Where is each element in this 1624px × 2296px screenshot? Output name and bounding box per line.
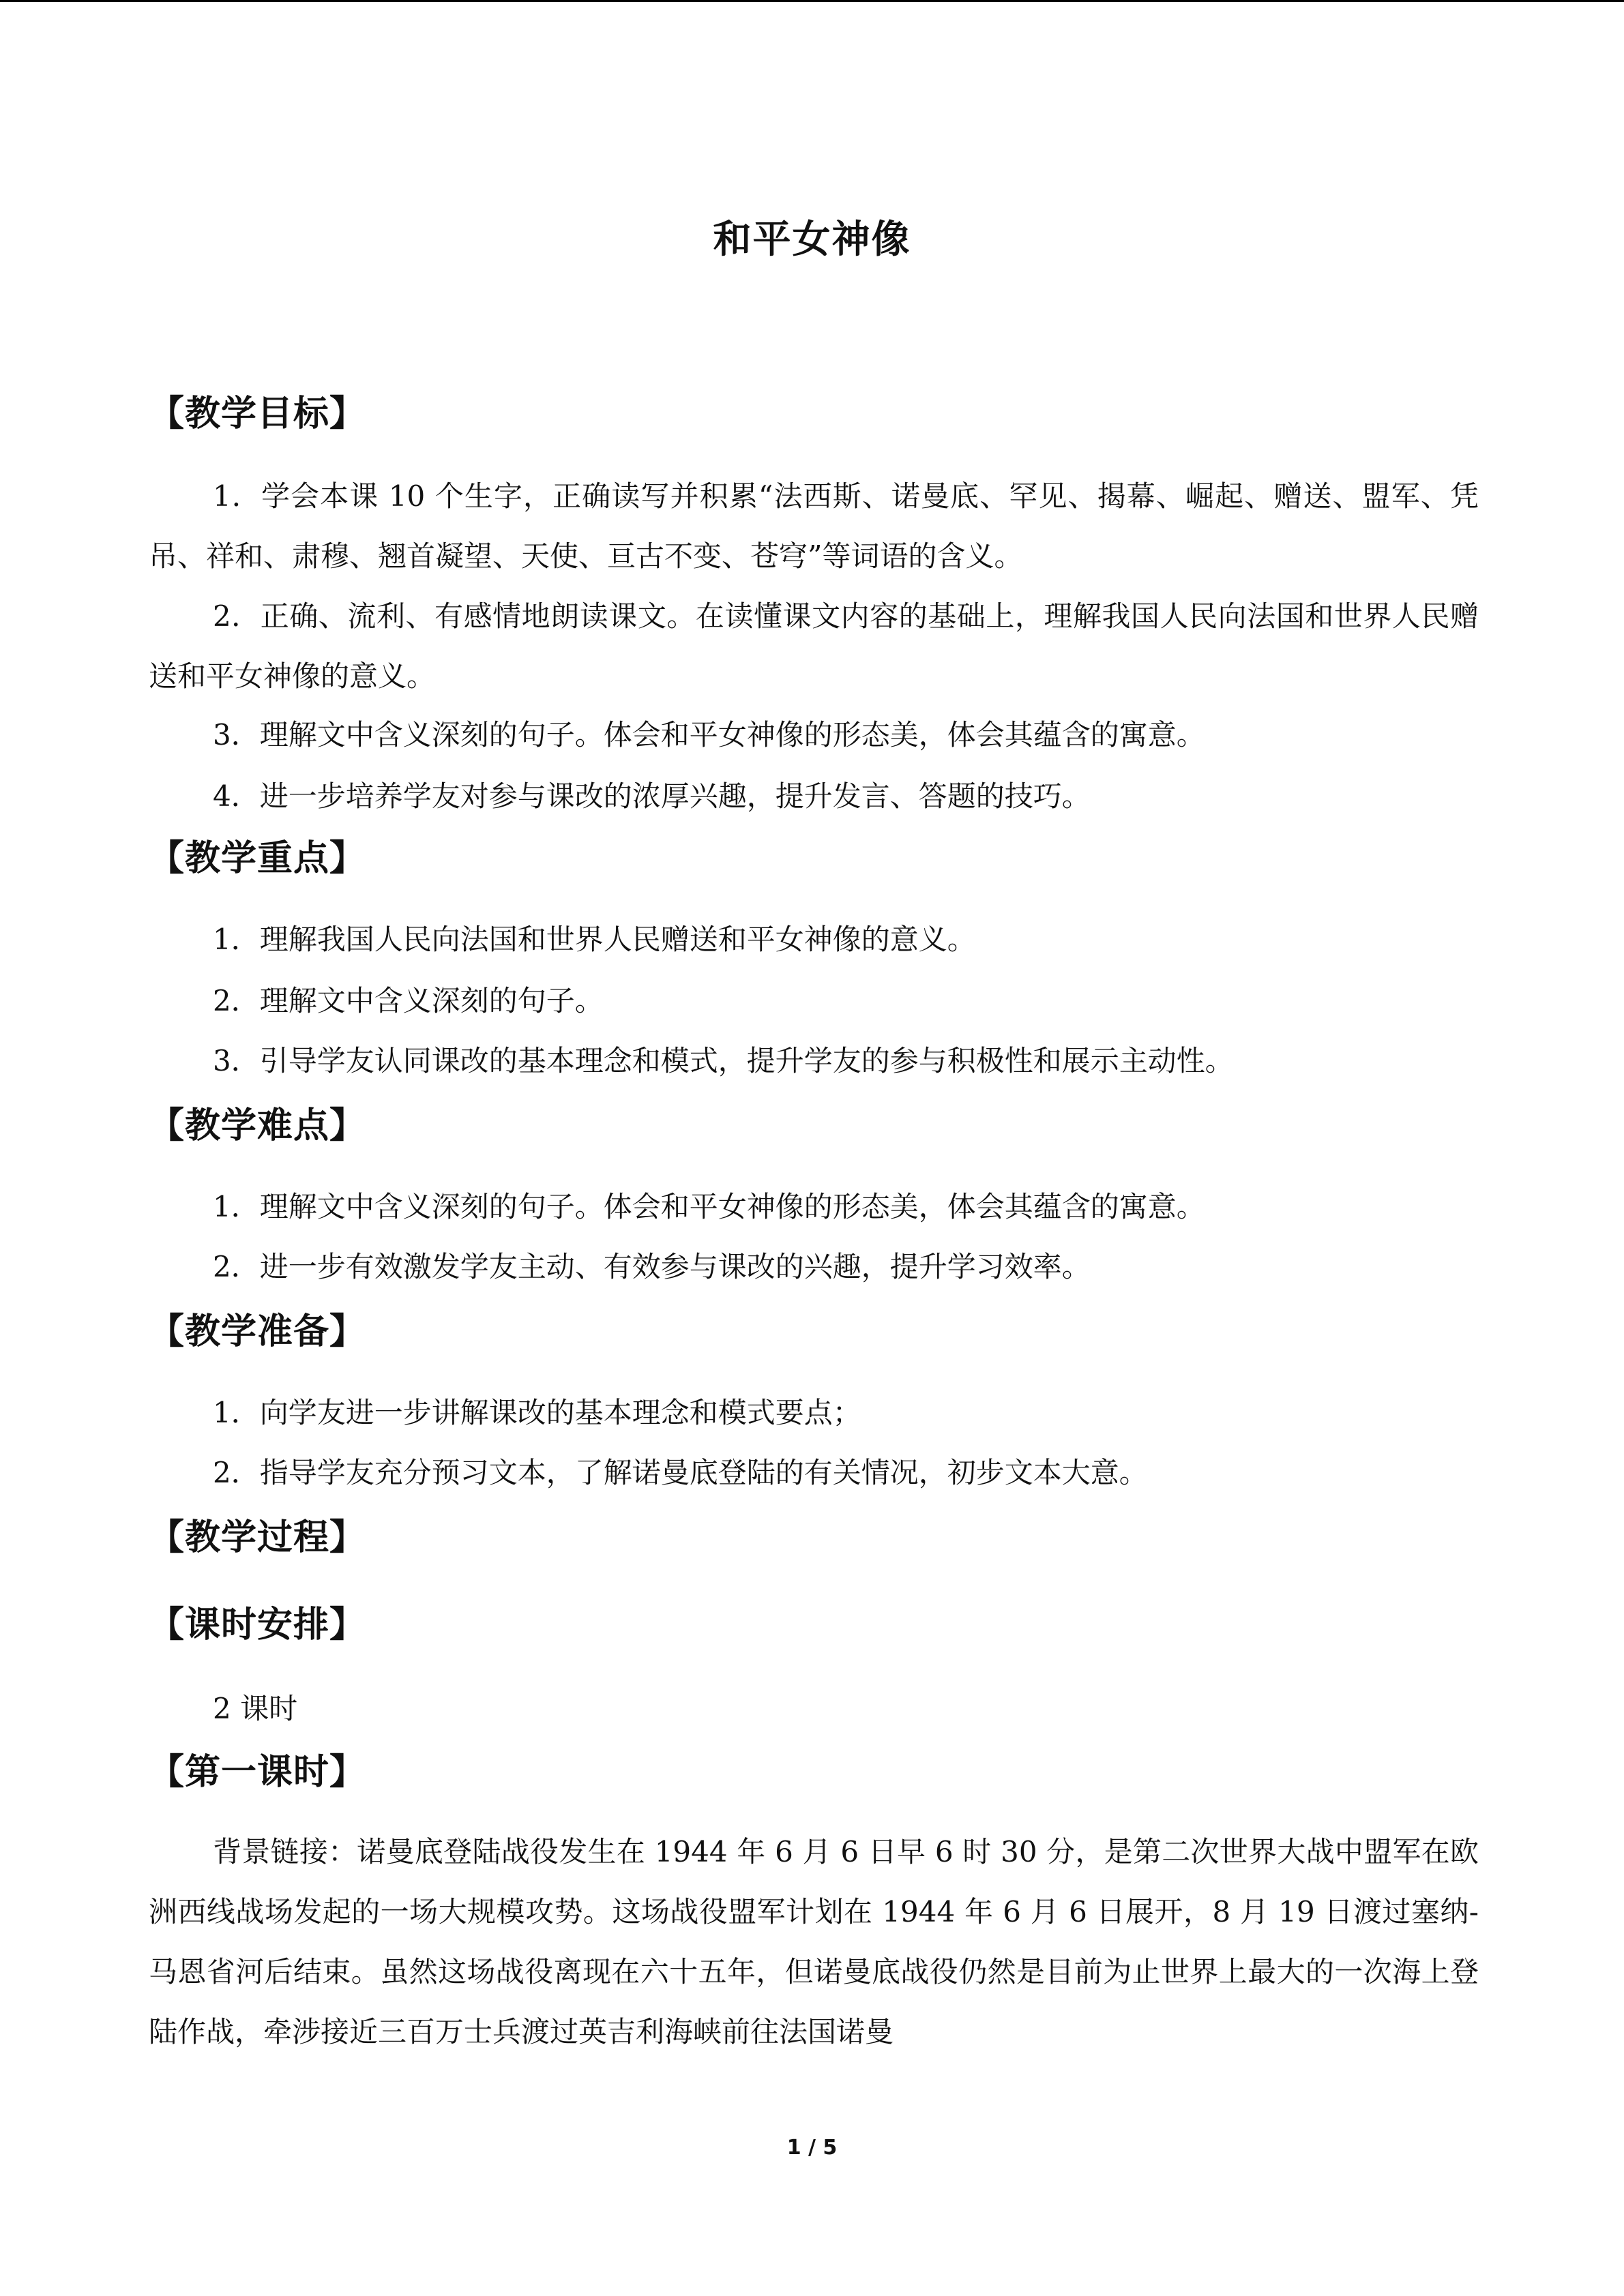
document-title: 和平女神像 (713, 218, 911, 262)
section-heading-first-lesson: 【第一课时】 (149, 1752, 366, 1793)
difficulty-item-2: 2．进一步有效激发学友主动、有效参与课改的兴趣，提升学习效率。 (213, 1250, 1091, 1283)
preparation-item-1: 1．向学友进一步讲解课改的基本理念和模式要点； (213, 1396, 861, 1429)
schedule-text: 2 课时 (213, 1692, 298, 1725)
section-heading-key-points: 【教学重点】 (149, 838, 366, 879)
key-point-item-3: 3．引导学友认同课改的基本理念和模式，提升学友的参与积极性和展示主动性。 (213, 1044, 1234, 1077)
section-heading-preparation: 【教学准备】 (149, 1311, 366, 1352)
section-heading-schedule: 【课时安排】 (149, 1605, 366, 1645)
preparation-item-2: 2．指导学友充分预习文本，了解诺曼底登陆的有关情况，初步文本大意。 (213, 1456, 1148, 1489)
background-paragraph: 背景链接：诺曼底登陆战役发生在 1944 年 6 月 6 日早 6 时 30 分，是第二次世界大战中盟军在欧洲西线战场发起的一场大规模攻势。这场战役盟军计划在 1944 年 6 月 6 日展开，8 月 19 日渡过塞纳-马恩省河后结束。虽然这场战役离现在六十五年，但诺曼底战役仍然是目前为止世界上最大的一次海上登陆作战，牵涉接近三百万士兵渡过英吉利海峡前往法国诺曼 (149, 1835, 1479, 2048)
goal-item-1: 1．学会本课 10 个生字，正确读写并积累“法西斯、诺曼底、罕见、揭幕、崛起、赠送、盟军、凭吊、祥和、肃穆、翘首凝望、天使、亘古不变、苍穹”等词语的含义。 (149, 479, 1479, 573)
goal-item-2: 2．正确、流利、有感情地朗读课文。在读懂课文内容的基础上，理解我国人民向法国和世界人民赠送和平女神像的意义。 (149, 599, 1479, 693)
goal-item-4: 4．进一步培养学友对参与课改的浓厚兴趣，提升发言、答题的技巧。 (213, 779, 1091, 813)
goal-item-3: 3．理解文中含义深刻的句子。体会和平女神像的形态美，体会其蕴含的寓意。 (213, 718, 1205, 751)
section-heading-difficulties: 【教学难点】 (149, 1105, 366, 1146)
key-point-item-1: 1．理解我国人民向法国和世界人民赠送和平女神像的意义。 (213, 923, 976, 956)
section-heading-process: 【教学过程】 (149, 1517, 366, 1558)
difficulty-item-1: 1．理解文中含义深刻的句子。体会和平女神像的形态美，体会其蕴含的寓意。 (213, 1190, 1205, 1223)
section-heading-goals: 【教学目标】 (149, 393, 366, 434)
page-indicator: 1 / 5 (786, 2136, 838, 2160)
key-point-item-2: 2．理解文中含义深刻的句子。 (213, 984, 604, 1017)
